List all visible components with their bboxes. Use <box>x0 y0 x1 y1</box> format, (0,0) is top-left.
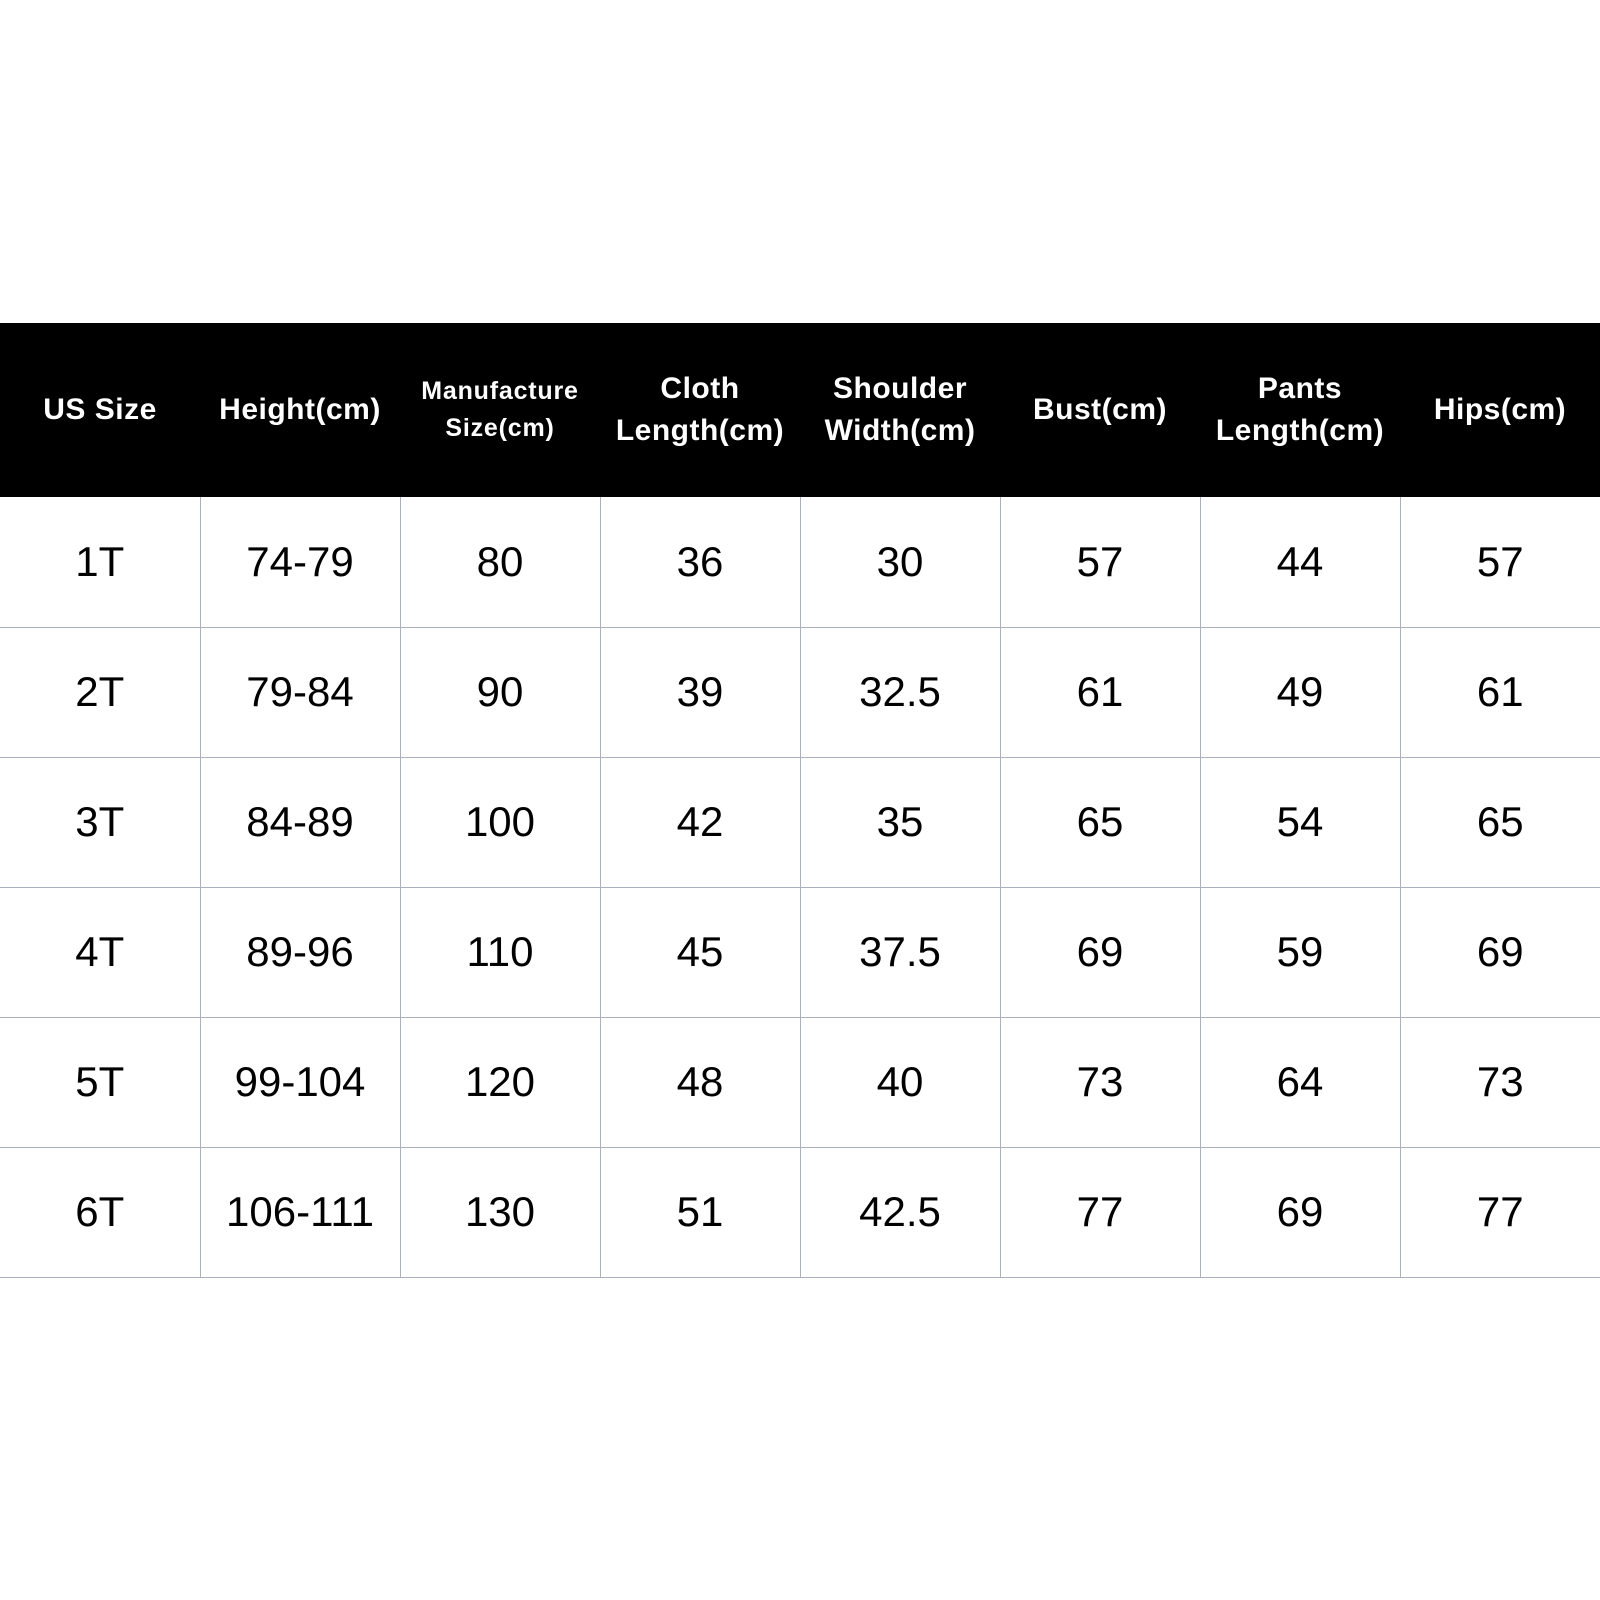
header-pants-length-line2: Length(cm) <box>1215 414 1385 447</box>
header-hips <box>1400 323 1600 497</box>
cell-bust: 57 <box>1000 497 1200 627</box>
cell-us-size: 4T <box>0 887 200 1017</box>
cell-shoulder-width: 37.5 <box>800 887 1000 1017</box>
cell-cloth-length: 36 <box>600 497 800 627</box>
table-row <box>0 1017 1600 1147</box>
header-shoulder-width-line2: Width(cm) <box>824 414 976 447</box>
cell-pants-length: 64 <box>1200 1017 1400 1147</box>
cell-shoulder-width: 35 <box>800 757 1000 887</box>
header-manufacture-size-line2: Size(cm) <box>445 414 555 442</box>
cell-hips: 57 <box>1400 497 1600 627</box>
header-manufacture-size <box>400 323 600 497</box>
header-us-size-text: US Size <box>43 393 157 426</box>
cell-cloth-length: 42 <box>600 757 800 887</box>
cell-hips: 73 <box>1400 1017 1600 1147</box>
cell-us-size: 6T <box>0 1147 200 1277</box>
header-cloth-length-line1: Cloth <box>660 372 740 405</box>
header-row <box>0 323 1600 497</box>
cell-height: 79-84 <box>200 627 400 757</box>
cell-bust: 69 <box>1000 887 1200 1017</box>
cell-shoulder-width: 40 <box>800 1017 1000 1147</box>
table-header <box>0 323 1600 497</box>
cell-us-size: 2T <box>0 627 200 757</box>
cell-height: 84-89 <box>200 757 400 887</box>
header-height <box>200 323 400 497</box>
cell-manufacture-size: 110 <box>400 887 600 1017</box>
header-pants-length-line1: Pants <box>1257 372 1343 405</box>
cell-hips: 77 <box>1400 1147 1600 1277</box>
cell-us-size: 1T <box>0 497 200 627</box>
cell-pants-length: 44 <box>1200 497 1400 627</box>
cell-hips: 65 <box>1400 757 1600 887</box>
header-shoulder-width <box>800 323 1000 497</box>
table-row <box>0 1147 1600 1277</box>
header-height-text: Height(cm) <box>219 393 381 426</box>
table-row <box>0 627 1600 757</box>
header-cloth-length <box>600 323 800 497</box>
header-cloth-length-line2: Length(cm) <box>615 414 785 447</box>
cell-bust: 73 <box>1000 1017 1200 1147</box>
header-pants-length <box>1200 323 1400 497</box>
cell-us-size: 3T <box>0 757 200 887</box>
cell-height: 74-79 <box>200 497 400 627</box>
header-bust-text: Bust(cm) <box>1032 393 1167 426</box>
cell-pants-length: 54 <box>1200 757 1400 887</box>
header-manufacture-size-line1: Manufacture <box>421 377 579 405</box>
cell-manufacture-size: 90 <box>400 627 600 757</box>
table-row <box>0 887 1600 1017</box>
cell-manufacture-size: 100 <box>400 757 600 887</box>
table-row <box>0 757 1600 887</box>
cell-pants-length: 59 <box>1200 887 1400 1017</box>
header-us-size <box>0 323 200 497</box>
table-body <box>0 497 1600 1277</box>
cell-us-size: 5T <box>0 1017 200 1147</box>
cell-bust: 77 <box>1000 1147 1200 1277</box>
cell-cloth-length: 48 <box>600 1017 800 1147</box>
cell-shoulder-width: 42.5 <box>800 1147 1000 1277</box>
cell-cloth-length: 39 <box>600 627 800 757</box>
cell-height: 106-111 <box>200 1147 400 1277</box>
cell-shoulder-width: 30 <box>800 497 1000 627</box>
cell-height: 89-96 <box>200 887 400 1017</box>
cell-bust: 61 <box>1000 627 1200 757</box>
size-chart-table <box>0 323 1600 1278</box>
cell-hips: 61 <box>1400 627 1600 757</box>
cell-pants-length: 49 <box>1200 627 1400 757</box>
cell-cloth-length: 51 <box>600 1147 800 1277</box>
cell-height: 99-104 <box>200 1017 400 1147</box>
cell-shoulder-width: 32.5 <box>800 627 1000 757</box>
cell-manufacture-size: 130 <box>400 1147 600 1277</box>
cell-pants-length: 69 <box>1200 1147 1400 1277</box>
header-bust <box>1000 323 1200 497</box>
cell-manufacture-size: 120 <box>400 1017 600 1147</box>
cell-bust: 65 <box>1000 757 1200 887</box>
header-hips-text: Hips(cm) <box>1433 393 1567 426</box>
cell-manufacture-size: 80 <box>400 497 600 627</box>
cell-cloth-length: 45 <box>600 887 800 1017</box>
table-row <box>0 497 1600 627</box>
header-shoulder-width-line1: Shoulder <box>832 372 967 405</box>
cell-hips: 69 <box>1400 887 1600 1017</box>
